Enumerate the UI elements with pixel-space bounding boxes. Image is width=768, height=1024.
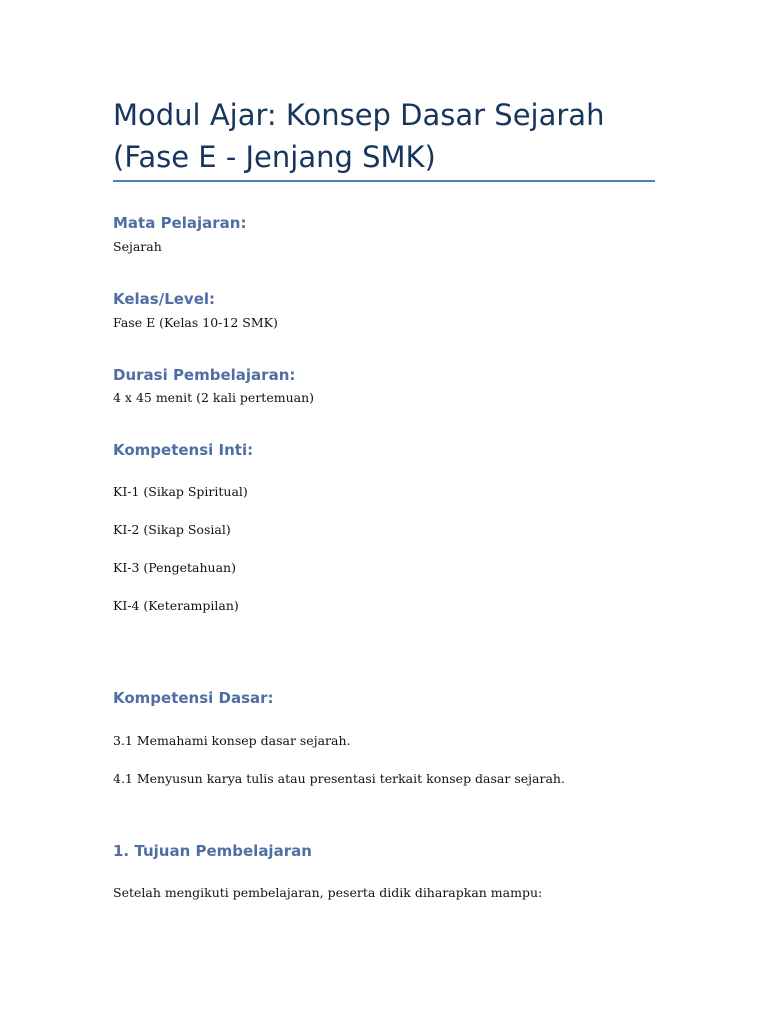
tujuan-pembelajaran-heading: 1. Tujuan Pembelajaran <box>113 842 312 860</box>
kompetensi-dasar-item: 4.1 Menyusun karya tulis atau presentasi terkait konsep dasar sejarah. <box>113 771 565 786</box>
level-value: Fase E (Kelas 10-12 SMK) <box>113 315 278 330</box>
kompetensi-inti-item: KI-2 (Sikap Sosial) <box>113 522 231 537</box>
duration-value: 4 x 45 menit (2 kali pertemuan) <box>113 390 315 405</box>
kompetensi-inti-item: KI-3 (Pengetahuan) <box>113 560 236 575</box>
kompetensi-dasar-heading: Kompetensi Dasar: <box>113 689 274 707</box>
kompetensi-inti-heading: Kompetensi Inti: <box>113 441 254 459</box>
level-heading: Kelas/Level: <box>113 290 216 308</box>
duration-heading: Durasi Pembelajaran: <box>113 366 296 384</box>
title-divider <box>113 180 655 182</box>
kompetensi-inti-item: KI-4 (Keterampilan) <box>113 598 239 613</box>
kompetensi-dasar-item: 3.1 Memahami konsep dasar sejarah. <box>113 733 351 748</box>
document-title: Modul Ajar: Konsep Dasar Sejarah (Fase E - Jenjang SMK) <box>113 98 605 174</box>
subject-value: Sejarah <box>113 239 162 254</box>
subject-heading: Mata Pelajaran: <box>113 214 247 232</box>
kompetensi-inti-item: KI-1 (Sikap Spiritual) <box>113 484 248 499</box>
tujuan-pembelajaran-intro: Setelah mengikuti pembelajaran, peserta didik diharapkan mampu: <box>113 885 543 900</box>
